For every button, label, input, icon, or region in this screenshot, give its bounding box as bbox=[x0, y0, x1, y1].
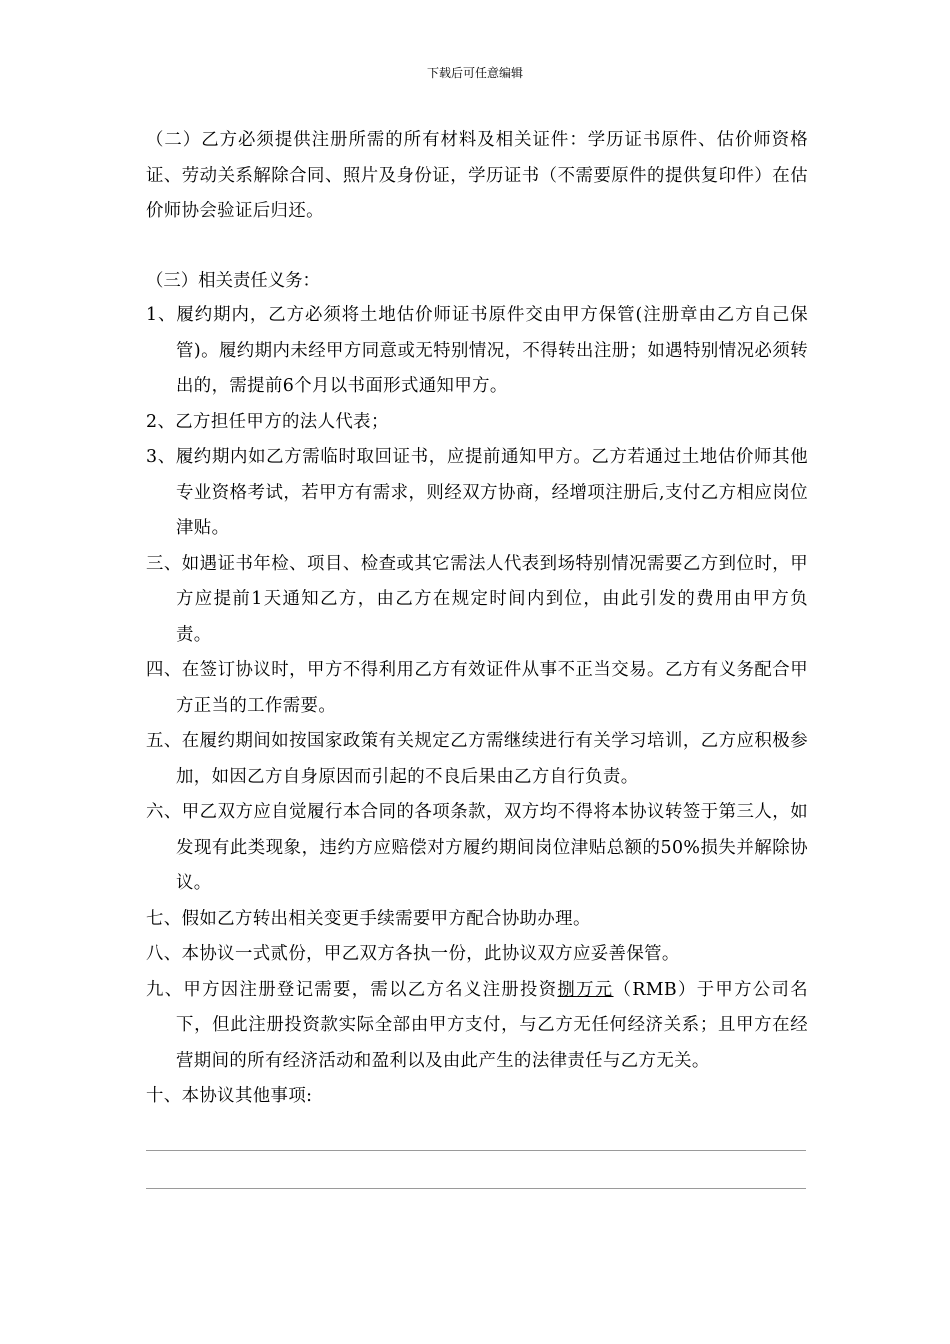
item-nine-after: （RMB）于甲方公司名下，但此注册投资款实际全部由甲方支付，与乙方无任何经济关系；且甲方在经营期间的所有经济活动和盈利以及由此产生的法律责任与乙方无关。 bbox=[176, 979, 808, 1071]
list-item: 1、履约期内，乙方必须将土地估价师证书原件交由甲方保管(注册章由乙方自己保管)。履约期内未经甲方同意或无特别情况，不得转出注册；如遇特别情况必须转出的，需提前6个月以书面形式通知甲方。 bbox=[146, 305, 808, 396]
list-item: 八、本协议一式贰份，甲乙双方各执一份，此协议双方应妥善保管。 bbox=[146, 944, 680, 964]
blank-line-2 bbox=[146, 1188, 806, 1189]
investment-amount: 捌万元 bbox=[557, 979, 614, 1000]
obligations-list bbox=[146, 298, 808, 1115]
list-item: 四、在签订协议时，甲方不得利用乙方有效证件从事不正当交易。乙方有义务配合甲方正当的工作需要。 bbox=[146, 660, 808, 716]
blank-line-1 bbox=[146, 1150, 806, 1151]
item-nine-before: 九、甲方因注册登记需要，需以乙方名义注册投资 bbox=[146, 979, 558, 1000]
list-item: 三、如遇证书年检、项目、检查或其它需法人代表到场特别情况需要乙方到位时，甲方应提前1天通知乙方，由乙方在规定时间内到位，由此引发的费用由甲方负责。 bbox=[146, 553, 808, 645]
list-item-nine bbox=[146, 973, 808, 1080]
page-header: 下载后可任意编辑 bbox=[426, 66, 523, 80]
list-item-ten: 十、本协议其他事项: bbox=[146, 1086, 313, 1106]
list-item: 七、假如乙方转出相关变更手续需要甲方配合协助办理。 bbox=[146, 908, 591, 929]
list-item: 2、乙方担任甲方的法人代表； bbox=[146, 411, 389, 432]
list-item: 六、甲乙双方应自觉履行本合同的各项条款，双方均不得将本协议转签于第三人，如发现有此类现象，违约方应赔偿对方履约期间岗位津贴总额的50%损失并解除协议。 bbox=[146, 802, 808, 893]
list-item: 3、履约期内如乙方需临时取回证书，应提前通知甲方。乙方若通过土地估价师其他专业资格考试，若甲方有需求，则经双方协商，经增项注册后,支付乙方相应岗位津贴。 bbox=[146, 447, 808, 538]
clause-two-paragraph: （二）乙方必须提供注册所需的所有材料及相关证件：学历证书原件、估价师资格证、劳动关系解除合同、照片及身份证，学历证书（不需要原件的提供复印件）在估价师协会验证后归还。 bbox=[146, 130, 808, 221]
clause-three-heading: （三）相关责任义务： bbox=[146, 271, 320, 291]
list-item: 五、在履约期间如按国家政策有关规定乙方需继续进行有关学习培训，乙方应积极参加，如因乙方自身原因而引起的不良后果由乙方自行负责。 bbox=[146, 731, 808, 787]
